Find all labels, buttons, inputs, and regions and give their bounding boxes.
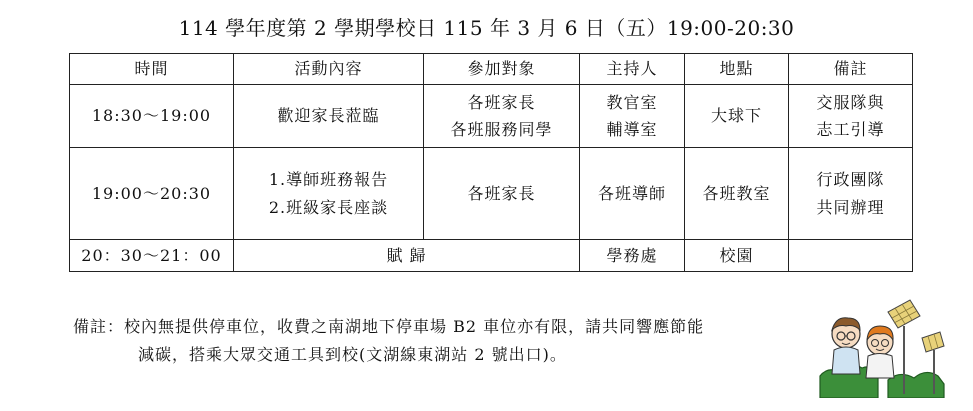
- cell-line: 各班服務同學: [450, 120, 553, 139]
- cell-line: 各班家長: [467, 92, 536, 112]
- cell-line: 共同辦理: [816, 197, 885, 217]
- cell-host: 各班導師: [580, 148, 685, 240]
- cell-activity: 賦 歸: [234, 240, 580, 272]
- header-time: 時間: [70, 54, 234, 85]
- cell-line: 志工引導: [816, 120, 885, 139]
- cell-line: 交服隊與: [816, 92, 885, 112]
- cell-location: 大球下: [685, 85, 789, 148]
- cell-participants: 各班家長: [424, 148, 580, 240]
- cell-line: 1.導師班務報告: [268, 170, 389, 190]
- table-header-row: [70, 54, 913, 85]
- cell-participants: [424, 85, 580, 148]
- header-activity: 活動內容: [234, 54, 424, 85]
- cell-activity: [234, 148, 424, 240]
- header-host: 主持人: [580, 54, 685, 85]
- schedule-table: [69, 53, 913, 272]
- cell-line: 輔導室: [606, 120, 658, 139]
- header-participants: 參加對象: [424, 54, 580, 85]
- cell-line: 教官室: [606, 92, 658, 112]
- cell-line: 行政團隊: [816, 170, 885, 190]
- footnote-line: 減碳，搭乘大眾交通工具到校(文湖線東湖站 2 號出口)。: [138, 345, 567, 364]
- cell-location: 校園: [685, 240, 789, 272]
- cell-time: 18:30～19:00: [70, 85, 234, 148]
- page-title: 114 學年度第 2 學期學校日 115 年 3 月 6 日（五）19:00-20:30: [178, 16, 795, 40]
- cell-location: 各班教室: [685, 148, 789, 240]
- table-row: [70, 240, 913, 272]
- footnote: [73, 313, 818, 369]
- cell-remark: [789, 85, 913, 148]
- table-row: [70, 85, 913, 148]
- cell-time: 20：30～21：00: [70, 240, 234, 272]
- solar-panel-kids-illustration: [818, 294, 946, 398]
- header-location: 地點: [685, 54, 789, 85]
- cell-host: 學務處: [580, 240, 685, 272]
- cell-host: [580, 85, 685, 148]
- cell-remark: [789, 240, 913, 272]
- cell-time: 19:00～20:30: [70, 148, 234, 240]
- cell-line: 2.班級家長座談: [268, 197, 389, 217]
- cell-activity: 歡迎家長蒞臨: [234, 85, 424, 148]
- header-remark: 備註: [789, 54, 913, 85]
- table-row: [70, 148, 913, 240]
- cell-remark: [789, 148, 913, 240]
- footnote-line: 備註：校內無提供停車位，收費之南湖地下停車場 B2 車位亦有限，請共同響應節能: [73, 317, 705, 336]
